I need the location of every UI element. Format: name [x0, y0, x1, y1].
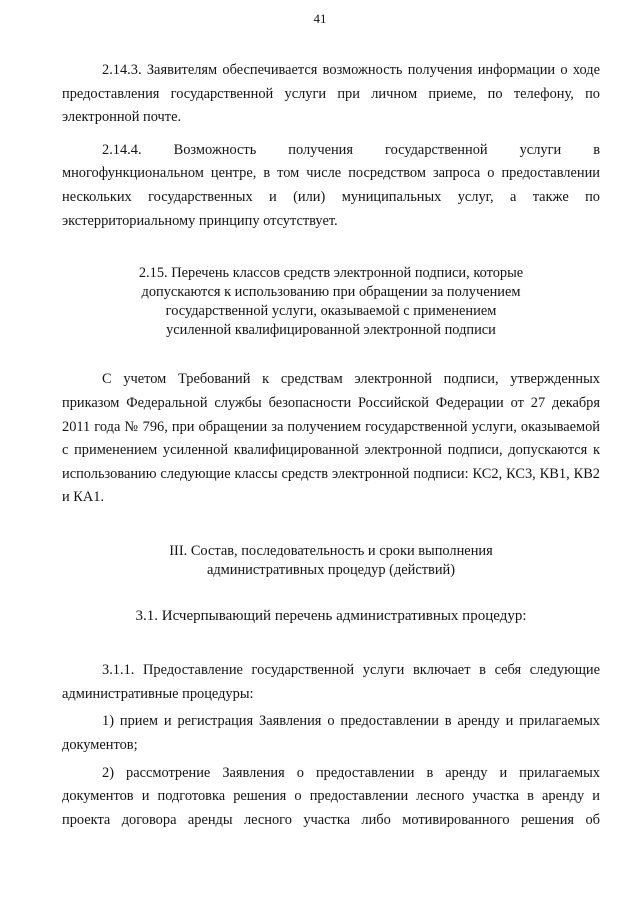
page-number: 41 — [313, 11, 327, 26]
paragraph-3-1-1: 3.1.1. Предоставление государственной услуги включает в себя следующие административные процедуры: — [62, 662, 600, 702]
heading-3-1: 3.1. Исчерпывающий перечень административных процедур: — [135, 607, 527, 624]
list-item-2: 2) рассмотрение Заявления о предоставлении в аренду и прилагаемых документов и подготовка решения о предоставлении лесного участка в аренду и проекта договора аренды лесного участка либо мотивированного решения об — [62, 764, 600, 828]
section-2-14-4-part-1: 2.14.4. Возможность получения государственной услуги в многофункциональном центре, в том числе посредством запроса о — [62, 141, 600, 182]
heading-2-15-line-3: государственной услуги, оказываемой с применением — [165, 302, 497, 319]
heading-2-15-line-2: допускаются к использованию при обращении за получением — [141, 283, 521, 300]
paragraph-signature-classes: С учетом Требований к средствам электронной подписи, утвержденных приказом Федеральной службы безопасности Российской Федерации от 27 декабря 2011 года № 796, при обращении за получением государственной услуги, оказываемой с применением усиленной квалифицированной электронной подписи, допускаются к использованию следующие классы средств электронной подписи: КС2, КС3, КВ1, КВ2 и КА1. — [62, 371, 600, 506]
page-content — [62, 59, 600, 832]
heading-section-iii-line-1: III. Состав, последовательность и сроки выполнения — [169, 542, 493, 559]
heading-2-15-line-1: 2.15. Перечень классов средств электронной подписи, которые — [138, 265, 524, 282]
section-2-14-3: 2.14.3. Заявителям обеспечивается возможность получения информации о ходе предоставления государственной услуги при личном приеме, по телефону, по электронной почте. — [62, 62, 600, 126]
section-2-14-4-part-2: предоставлении нескольких государственных и (или) муниципальных услуг, а также по экстерриториальному принципу отсутствует. — [62, 165, 600, 229]
list-item-1: 1) прием и регистрация Заявления о предоставлении в аренду и прилагаемых документов; — [62, 713, 600, 754]
section-2-14-4 — [62, 139, 600, 233]
heading-section-iii — [62, 542, 600, 580]
heading-2-15-line-4: усиленной квалифицированной электронной подписи — [166, 321, 496, 338]
heading-2-15 — [62, 264, 600, 339]
heading-section-iii-line-2: административных процедур (действий) — [206, 561, 456, 578]
